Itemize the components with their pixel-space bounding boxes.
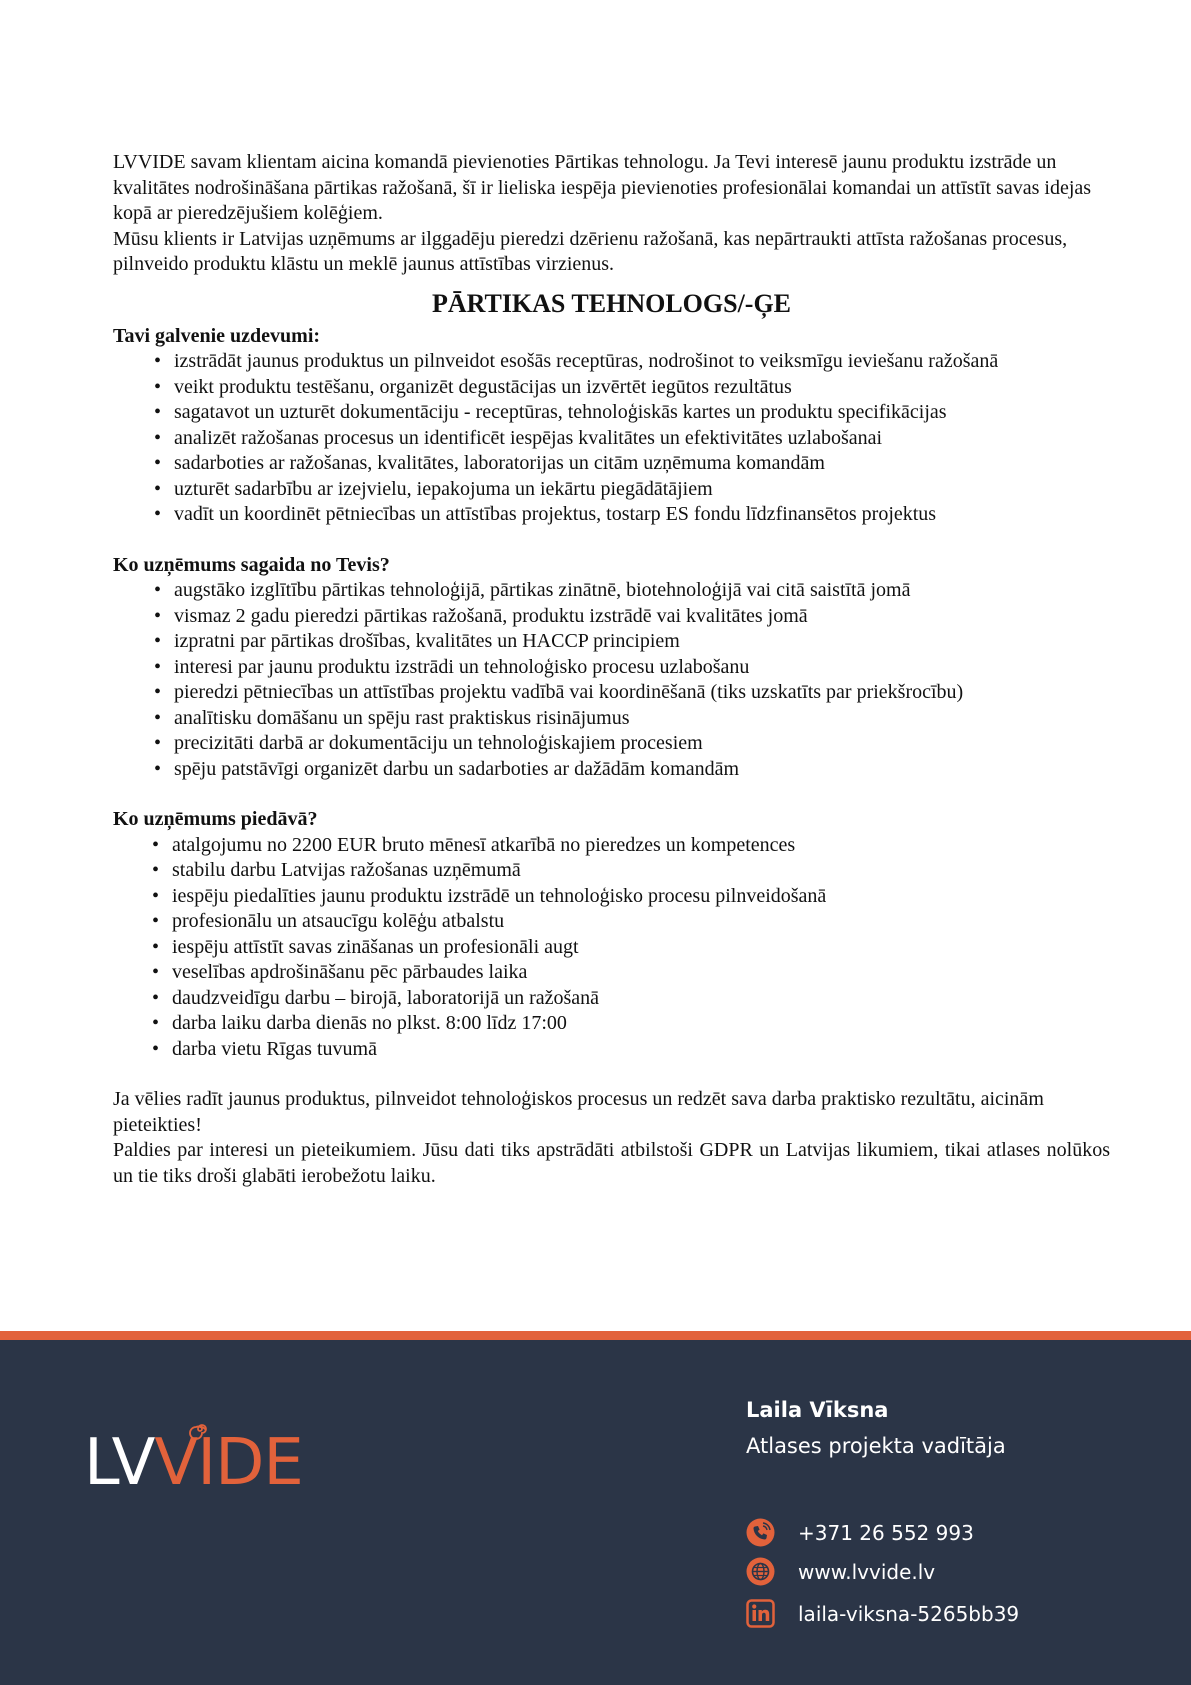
list-item: • interesi par jaunu produktu izstrādi un tehnoloģisko procesu uzlabošanu xyxy=(174,655,1110,681)
list-item: • analizēt ražošanas procesus un identificēt iespējas kvalitātes un efektivitātes uzlabošanai xyxy=(174,426,1110,452)
linkedin-icon xyxy=(746,1599,775,1628)
list-item: • iespēju piedalīties jaunu produktu izstrādē un tehnoloģisko procesu pilnveidošanā xyxy=(172,884,1110,910)
list-item: • atalgojumu no 2200 EUR bruto mēnesī atkarībā no pieredzes un kompetences xyxy=(172,833,1110,859)
spacer xyxy=(113,782,1110,807)
outro-paragraph-1: Ja vēlies radīt jaunus produktus, pilnveidot tehnoloģiskos procesus un redzēt sava darba praktisko rezultātu, aicinām pieteikties! xyxy=(113,1088,1044,1136)
list-item: • sadarboties ar ražošanas, kvalitātes, laboratorijas un citām uzņēmuma komandām xyxy=(174,451,1110,477)
list-item: • sagatavot un uzturēt dokumentāciju - receptūras, tehnoloģiskās kartes un produktu specifikācijas xyxy=(174,400,1110,426)
contact-card xyxy=(746,1396,1166,1626)
job-posting xyxy=(113,150,1110,1189)
intro-paragraph-2: Mūsu klients ir Latvijas uzņēmums ar ilggadēju pieredzi dzērienu ražošanā, kas nepārtraukti attīsta ražošanas procesus, pilnveido produktu klāstu un meklē jaunus attīstības virzienus. xyxy=(113,227,1068,275)
contact-name: Laila Vīksna xyxy=(746,1398,889,1422)
list-item: • precizitāti darbā ar dokumentāciju un tehnoloģiskajiem procesiem xyxy=(174,731,1110,757)
phone-icon xyxy=(746,1518,775,1547)
outro-paragraph-2: Paldies par interesi un pieteikumiem. Jūsu dati tiks apstrādāti atbilstoši GDPR un Latvijas likumiem, tikai atlases nolūkos un tie tiks droši glabāti ierobežotu laiku. xyxy=(113,1139,1110,1187)
spacer xyxy=(113,1062,1110,1087)
lvvide-logo xyxy=(84,1421,304,1501)
offer-list xyxy=(113,833,1110,1063)
list-item: • veselības apdrošināšanu pēc pārbaudes laika xyxy=(172,960,1110,986)
logo-part-vide: VIDE xyxy=(154,1426,303,1500)
list-item: • stabilu darbu Latvijas ražošanas uzņēmumā xyxy=(172,858,1110,884)
list-item: • darba vietu Rīgas tuvumā xyxy=(172,1037,1110,1063)
requirements-heading: Ko uzņēmums sagaida no Tevis? xyxy=(113,553,390,576)
offer-heading: Ko uzņēmums piedāvā? xyxy=(113,808,318,830)
list-item: • profesionālu un atsaucīgu kolēģu atbalstu xyxy=(172,909,1110,935)
contact-role: Atlases projekta vadītāja xyxy=(746,1434,1006,1458)
list-item: • pieredzi pētniecības un attīstības projektu vadībā vai koordinēšanā (tiks uzskatīts par priekšrocību) xyxy=(174,680,1110,706)
list-item: • vadīt un koordinēt pētniecības un attīstības projektus, tostarp ES fondu līdzfinansētos projektus xyxy=(174,502,1110,528)
logo-part-lv: LV xyxy=(84,1426,155,1500)
list-item: • izstrādāt jaunus produktus un pilnveidot esošās receptūras, nodrošinot to veiksmīgu ieviešanu ražošanā xyxy=(174,349,1110,375)
list-item: • veikt produktu testēšanu, organizēt degustācijas un izvērtēt iegūtos rezultātus xyxy=(174,375,1110,401)
list-item: • izpratni par pārtikas drošības, kvalitātes un HACCP principiem xyxy=(174,629,1110,655)
contact-linkedin[interactable]: laila-viksna-5265bb39 xyxy=(798,1602,1020,1626)
list-item: • darba laiku darba dienās no plkst. 8:00 līdz 17:00 xyxy=(172,1011,1110,1037)
footer-accent-line xyxy=(0,1331,1191,1340)
contact-phone-row[interactable] xyxy=(746,1518,1146,1548)
job-title: PĀRTIKAS TEHNOLOGS/-ĢE xyxy=(431,288,792,318)
intro xyxy=(113,150,1110,278)
tasks-heading: Tavi galvenie uzdevumi: xyxy=(113,324,321,347)
list-item: • spēju patstāvīgi organizēt darbu un sadarboties ar dažādām komandām xyxy=(174,757,1110,783)
list-item: • daudzveidīgu darbu – birojā, laboratorijā un ražošanā xyxy=(172,986,1110,1012)
list-item: • uzturēt sadarbību ar izejvielu, iepakojuma un iekārtu piegādātājiem xyxy=(174,477,1110,503)
tasks-list xyxy=(113,349,1110,528)
globe-icon xyxy=(746,1557,775,1586)
contact-phone[interactable]: +371 26 552 993 xyxy=(798,1521,974,1545)
footer xyxy=(0,1340,1191,1685)
logo-wordmark xyxy=(84,1426,303,1500)
spacer xyxy=(113,528,1110,553)
list-item: • iespēju attīstīt savas zināšanas un profesionāli augt xyxy=(172,935,1110,961)
list-item: • vismaz 2 gadu pieredzi pārtikas ražošanā, produktu izstrādē vai kvalitātes jomā xyxy=(174,604,1110,630)
contact-website[interactable]: www.lvvide.lv xyxy=(798,1560,936,1584)
contact-linkedin-row[interactable] xyxy=(746,1599,1146,1629)
outro xyxy=(113,1087,1110,1189)
contact-website-row[interactable] xyxy=(746,1557,1146,1587)
list-item: • analītisku domāšanu un spēju rast praktiskus risinājumus xyxy=(174,706,1110,732)
intro-paragraph-1: LVVIDE savam klientam aicina komandā pievienoties Pārtikas tehnologu. Ja Tevi interesē jaunu produktu izstrāde un kvalitātes nodrošināšana pārtikas ražošanā, šī ir lieliska iespēja pievienoties profesionālai komandai un attīstīt savas idejas kopā ar pieredzējušiem kolēģiem. xyxy=(113,151,1092,224)
list-item: • augstāko izglītību pārtikas tehnoloģijā, pārtikas zinātnē, biotehnoloģijā vai citā saistītā jomā xyxy=(174,578,1110,604)
requirements-list xyxy=(113,578,1110,782)
